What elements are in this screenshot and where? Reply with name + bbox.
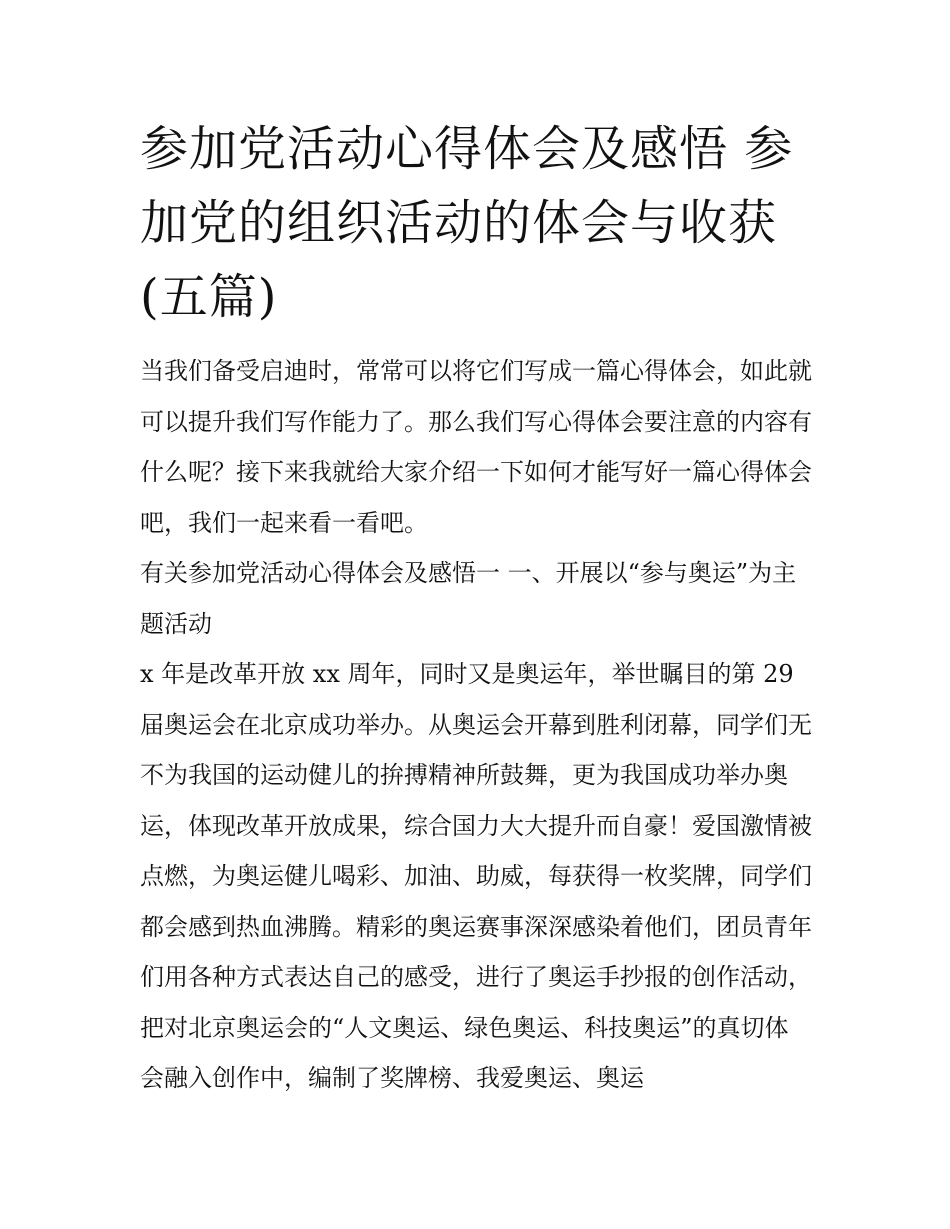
document-page <box>140 112 812 1104</box>
body-paragraph: x 年是改革开放 xx 周年，同时又是奥运年，举世瞩目的第 29 届奥运会在北京成功举办。从奥运会开幕到胜利闭幕，同学们无不为我国的运动健儿的拚搏精神所鼓舞，更为我国成功举办奥运，体现改革开放成果，综合国力大大提升而自豪！爱国激情被点燃，为奥运健儿喝彩、加油、助威，每获得一枚奖牌，同学们都会感到热血沸腾。精彩的奥运赛事深深感染着他们，团员青年们用各种方式表达自己的感受，进行了奥运手抄报的创作活动，把对北京奥运会的“人文奥运、绿色奥运、科技奥运”的真切体会融入创作中，编制了奖牌榜、我爱奥运、奥运 <box>140 660 812 1092</box>
intro-paragraph: 当我们备受启迪时，常常可以将它们写成一篇心得体会，如此就可以提升我们写作能力了。那么我们写心得体会要注意的内容有什么呢？接下来我就给大家介绍一下如何才能写好一篇心得体会吧，我们一起来看一看吧。 <box>140 357 812 537</box>
document-title: 参加党活动心得体会及感悟 参加党的组织活动的体会与收获(五篇) <box>140 121 794 325</box>
section-heading-paragraph: 有关参加党活动心得体会及感悟一 一、开展以“参与奥运”为主题活动 <box>140 559 797 638</box>
title-spacer <box>140 334 812 346</box>
